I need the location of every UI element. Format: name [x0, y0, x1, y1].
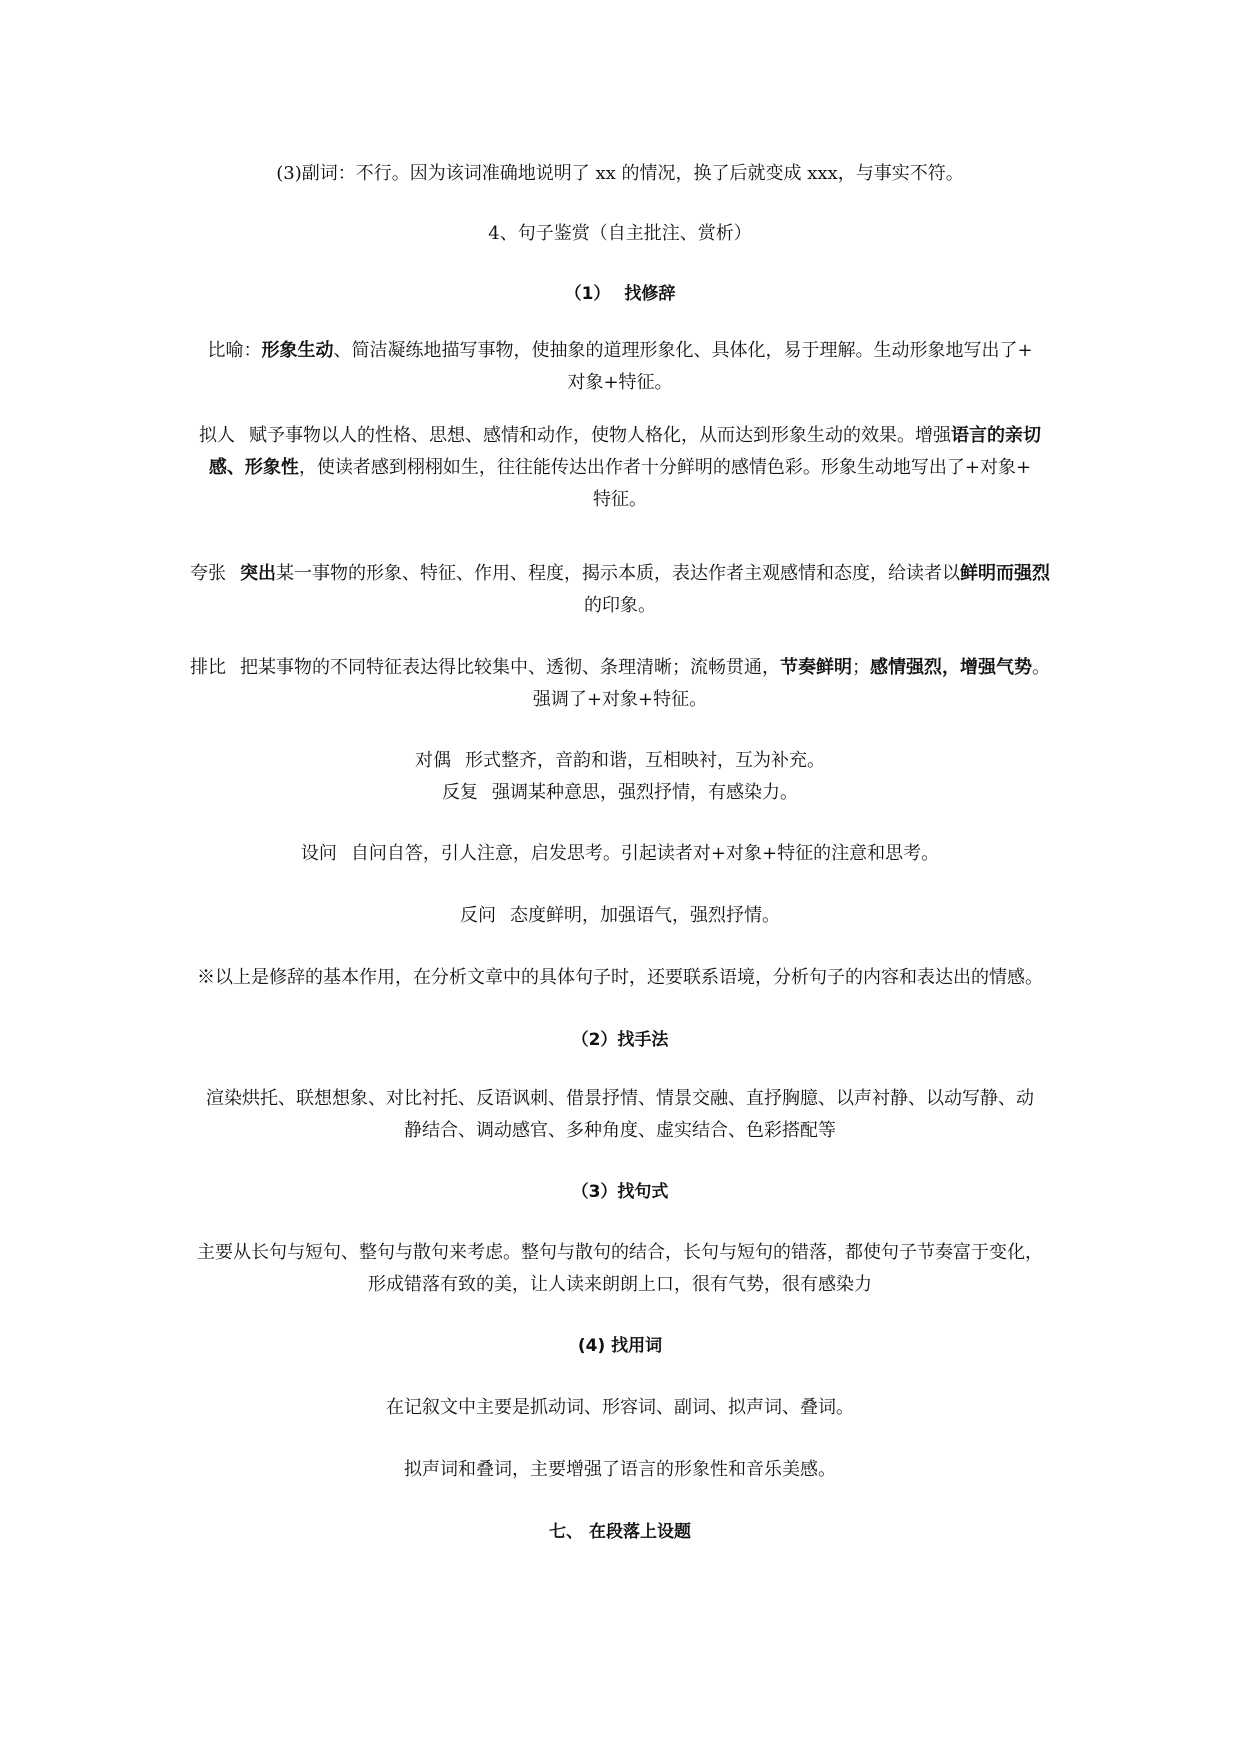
adverb-line: (3)副词：不行。因为该词准确地说明了 xx 的情况，换了后就变成 xxx，与事实不符。 [276, 163, 964, 184]
rhetoric-note: ※以上是修辞的基本作用，在分析文章中的具体句子时，还要联系语境，分析句子的内容和表达出的情感。 [197, 967, 1043, 988]
text: ，使读者感到栩栩如生，往往能传达出作者十分鲜明的感情色彩。形象生动地写出了+对象+ [298, 457, 1032, 478]
term: 排比 [190, 657, 226, 678]
heading-label: 找修辞 [624, 284, 676, 304]
question-line [190, 838, 1050, 870]
term: 比喻： [207, 340, 262, 361]
word-usage-line-2: 拟声词和叠词，主要增强了语言的形象性和音乐美感。 [404, 1459, 836, 1480]
emphasis: 语言的亲切感、形象性 [208, 425, 1041, 478]
sentence-patterns-paragraph [190, 1237, 1050, 1301]
text: 自问自答，引人注意，启发思考。引起读者对+对象+特征的注意和思考。 [350, 843, 940, 864]
text: 某一事物的形象、特征、作用、程度，揭示本质，表达作者主观感情和态度，给读者以 [276, 563, 960, 584]
term: 夸张 [190, 563, 226, 584]
techniques-paragraph [190, 1083, 1050, 1147]
text: 渲染烘托、联想想象、对比衬托、反语讽刺、借景抒情、情景交融、直抒胸臆、以声衬静、以动写静、动 [206, 1088, 1034, 1109]
heading-find-rhetoric [190, 278, 1050, 310]
term: 反复 [442, 782, 478, 803]
text: 赋予事物以人的性格、思想、感情和动作，使物人格化，从而达到形象生动的效果。增强 [249, 425, 951, 446]
rhetorical-question-line [190, 900, 1050, 932]
text: 形式整齐，音韵和谐，互相映衬，互为补充。 [465, 750, 825, 771]
text: 对象+特征。 [567, 372, 673, 393]
term: 反问 [460, 905, 496, 926]
emphasis: 鲜明而强烈 [960, 563, 1050, 584]
text: 的印象。 [584, 595, 656, 616]
term: 设问 [300, 843, 337, 864]
metaphor-paragraph [190, 335, 1050, 399]
text: 态度鲜明，加强语气，强烈抒情。 [510, 905, 780, 926]
text: 强调某种意思，强烈抒情，有感染力。 [492, 782, 798, 803]
heading-find-sentence-patterns: （3）找句式 [571, 1182, 669, 1202]
emphasis: 形象生动 [261, 340, 334, 361]
emphasis: 突出 [240, 563, 276, 584]
heading-find-techniques: （2）找手法 [571, 1030, 669, 1050]
heading-find-word-usage: (4) 找用词 [577, 1336, 663, 1356]
antithesis-line [190, 745, 1050, 777]
section-4-title: 4、句子鉴赏（自主批注、赏析） [488, 223, 752, 244]
emphasis: 感情强烈，增强气势 [870, 657, 1032, 678]
hyperbole-paragraph [190, 558, 1050, 622]
term: 对偶 [415, 750, 451, 771]
personification-paragraph [190, 420, 1050, 516]
text: 。强调了+对象+特征。 [532, 657, 1050, 710]
heading-number: （1） [564, 284, 611, 304]
text: 、简洁凝练地描写事物，使抽象的道理形象化、具体化，易于理解。生动形象地写出了+ [333, 340, 1033, 361]
term: 拟人 [199, 425, 235, 446]
word-usage-line-1: 在记叙文中主要是抓动词、形容词、副词、拟声词、叠词。 [386, 1397, 854, 1418]
section-7-title: 七、 在段落上设题 [549, 1522, 691, 1542]
text: 主要从长句与短句、整句与散句来考虑。整句与散句的结合，长句与短句的错落，都使句子节奏富于变化， [197, 1242, 1043, 1263]
text: 静结合、调动感官、多种角度、虚实结合、色彩搭配等 [404, 1120, 836, 1141]
parallelism-paragraph [190, 652, 1050, 716]
text: 特征。 [593, 489, 647, 510]
text: ； [852, 657, 870, 678]
text: 形成错落有致的美，让人读来朗朗上口，很有气势，很有感染力 [368, 1274, 872, 1295]
emphasis: 节奏鲜明 [780, 657, 852, 678]
text: 把某事物的不同特征表达得比较集中、透彻、条理清晰；流畅贯通， [240, 657, 780, 678]
repetition-line [190, 777, 1050, 809]
